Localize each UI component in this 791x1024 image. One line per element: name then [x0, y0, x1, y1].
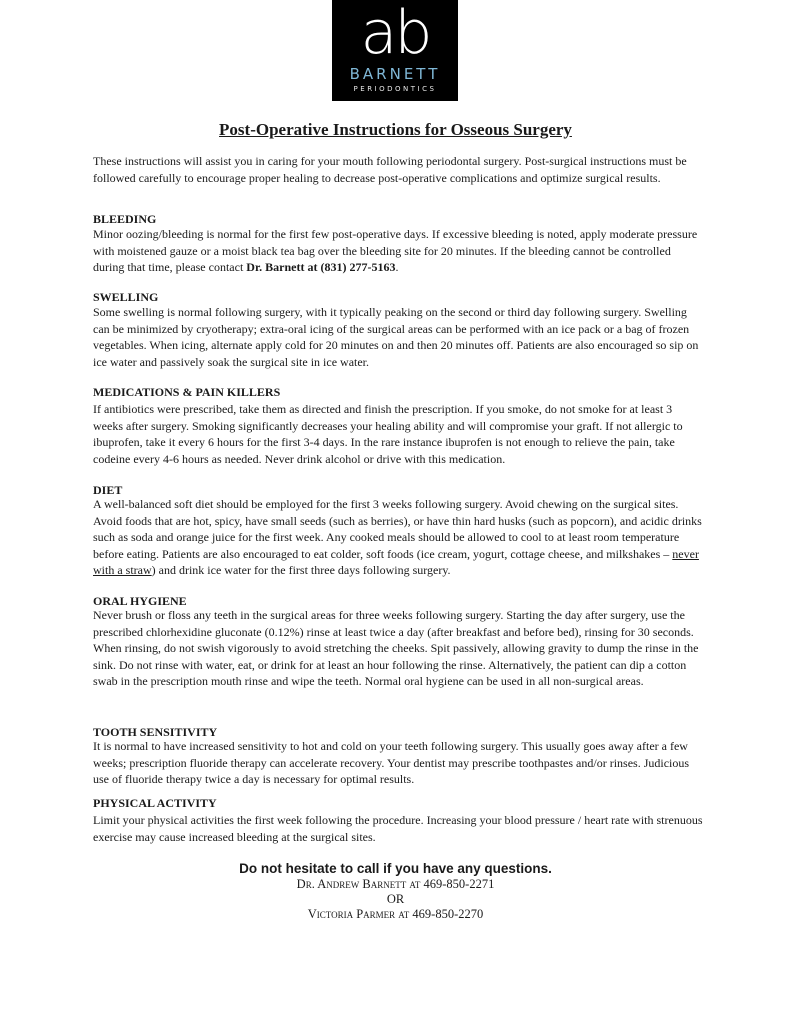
oral-hygiene-paragraph: Never brush or floss any teeth in the surgical areas for three weeks following surgery. Starting the day after surgery, use the prescribed chlorhexidine gluconate (0.12%) rinse at least twice a day (after breakfast and before bed), rinsing for 30 seconds. When rinsing, do not swish vigorously to avoid stretching the cheeks. Spit passively, allowing gravity to dump the rinse in the sink. Do not rinse with water, eat, or drink for at least an hour following the rinse. Alternatively, the patient can dip a cotton swab in the prescription mouth rinse and wipe the teeth. Normal oral hygiene can be used in all non-surgical areas.: [93, 608, 699, 689]
oral-hygiene-heading: ORAL HYGIENE: [93, 594, 187, 608]
bleeding-heading: BLEEDING: [93, 212, 157, 226]
contact-barnett: Dr. Andrew Barnett at 469-850-2271: [296, 877, 495, 891]
barnett-periodontics-logo: [332, 0, 458, 101]
logo-monogram: ab: [360, 0, 430, 68]
swelling-paragraph: Some swelling is normal following surgery, with it typically peaking on the second or third day following surgery. Swelling can be minimized by cryotherapy; extra-oral icing of the surgical areas can be performed with an ice pack or a bag of frozen vegetables. When icing, alternate apply cold for 20 minutes on and then 20 minutes off. Patients are also encouraged so sip on ice water and passively soak the surgical site in ice water.: [93, 305, 699, 369]
swelling-heading: SWELLING: [93, 290, 159, 304]
bleeding-text: Minor oozing/bleeding is normal for the first few post-operative days. If excessive bleeding is noted, apply moderate pressure with moistened gauze or a moist black tea bag over the bleeding site for 20 minutes. If the bleeding cannot be controlled during that time, please contact: [93, 227, 698, 275]
medications-heading: MEDICATIONS & PAIN KILLERS: [93, 385, 281, 399]
bleeding-contact: Dr. Barnett at (831) 277-5163: [246, 260, 396, 275]
intro-paragraph: These instructions will assist you in caring for your mouth following periodontal surgery. Post-surgical instructions must be followed carefully to encourage proper healing to decrease post-operative complications and optimize surgical results.: [93, 154, 687, 185]
document-title: Post-Operative Instructions for Osseous Surgery: [219, 120, 572, 139]
bleeding-paragraph: [93, 226, 703, 276]
logo-subtitle: PERIODONTICS: [353, 85, 437, 93]
physical-activity-heading: PHYSICAL ACTIVITY: [93, 796, 217, 810]
medications-paragraph: If antibiotics were prescribed, take them as directed and finish the prescription. If you smoke, do not smoke for at least 3 weeks after surgery. Smoking significantly decreases your healing ability and will compromise your graft. If not allergic to ibuprofen, take it every 6 hours for the first 3-4 days. In the rare instance ibuprofen is not enough to relieve the pain, take codeine every 4-6 hours as needed. Never drink alcohol or drive with this medication.: [93, 402, 683, 466]
diet-heading: DIET: [93, 483, 123, 497]
tooth-sensitivity-heading: TOOTH SENSITIVITY: [93, 725, 218, 739]
contact-or: OR: [386, 892, 405, 906]
diet-text: A well-balanced soft diet should be employed for the first 3 weeks following surgery. Avoid chewing on the surgical sites. Avoid foods that are hot, spicy, have small seeds (such as berries), or have thin hard husks (such as popcorn), and acidic drinks such as soda and orange juice for the first week. Any cooked meals should be allowed to cool to at least room temperature before eating. Patients are also encouraged to eat colder, soft foods (ice cream, yogurt, cottage cheese, and milkshakes –: [93, 497, 702, 561]
questions-callout: Do not hesitate to call if you have any questions.: [239, 861, 552, 876]
bleeding-text-end: .: [395, 260, 399, 275]
diet-straw-warning: never with a straw: [93, 546, 699, 578]
tooth-sensitivity-paragraph: It is normal to have increased sensitivity to hot and cold on your teeth following surgery. This usually goes away after a few weeks; prescription fluoride therapy can accelerate recovery. Your dentist may prescribe toothpastes and/or rinses. Judicious use of fluoride therapy twice a day is necessary for optimal results.: [93, 739, 690, 787]
diet-text-end: ) and drink ice water for the first three days following surgery.: [151, 563, 451, 578]
contact-parmer: Victoria Parmer at 469-850-2270: [307, 907, 484, 921]
physical-activity-paragraph: Limit your physical activities the first week following the procedure. Increasing your blood pressure / heart rate with strenuous exercise may cause increased bleeding at the surgical sites.: [93, 813, 703, 844]
logo-brand-name: BARNETT: [349, 65, 441, 83]
diet-paragraph: [93, 496, 703, 579]
